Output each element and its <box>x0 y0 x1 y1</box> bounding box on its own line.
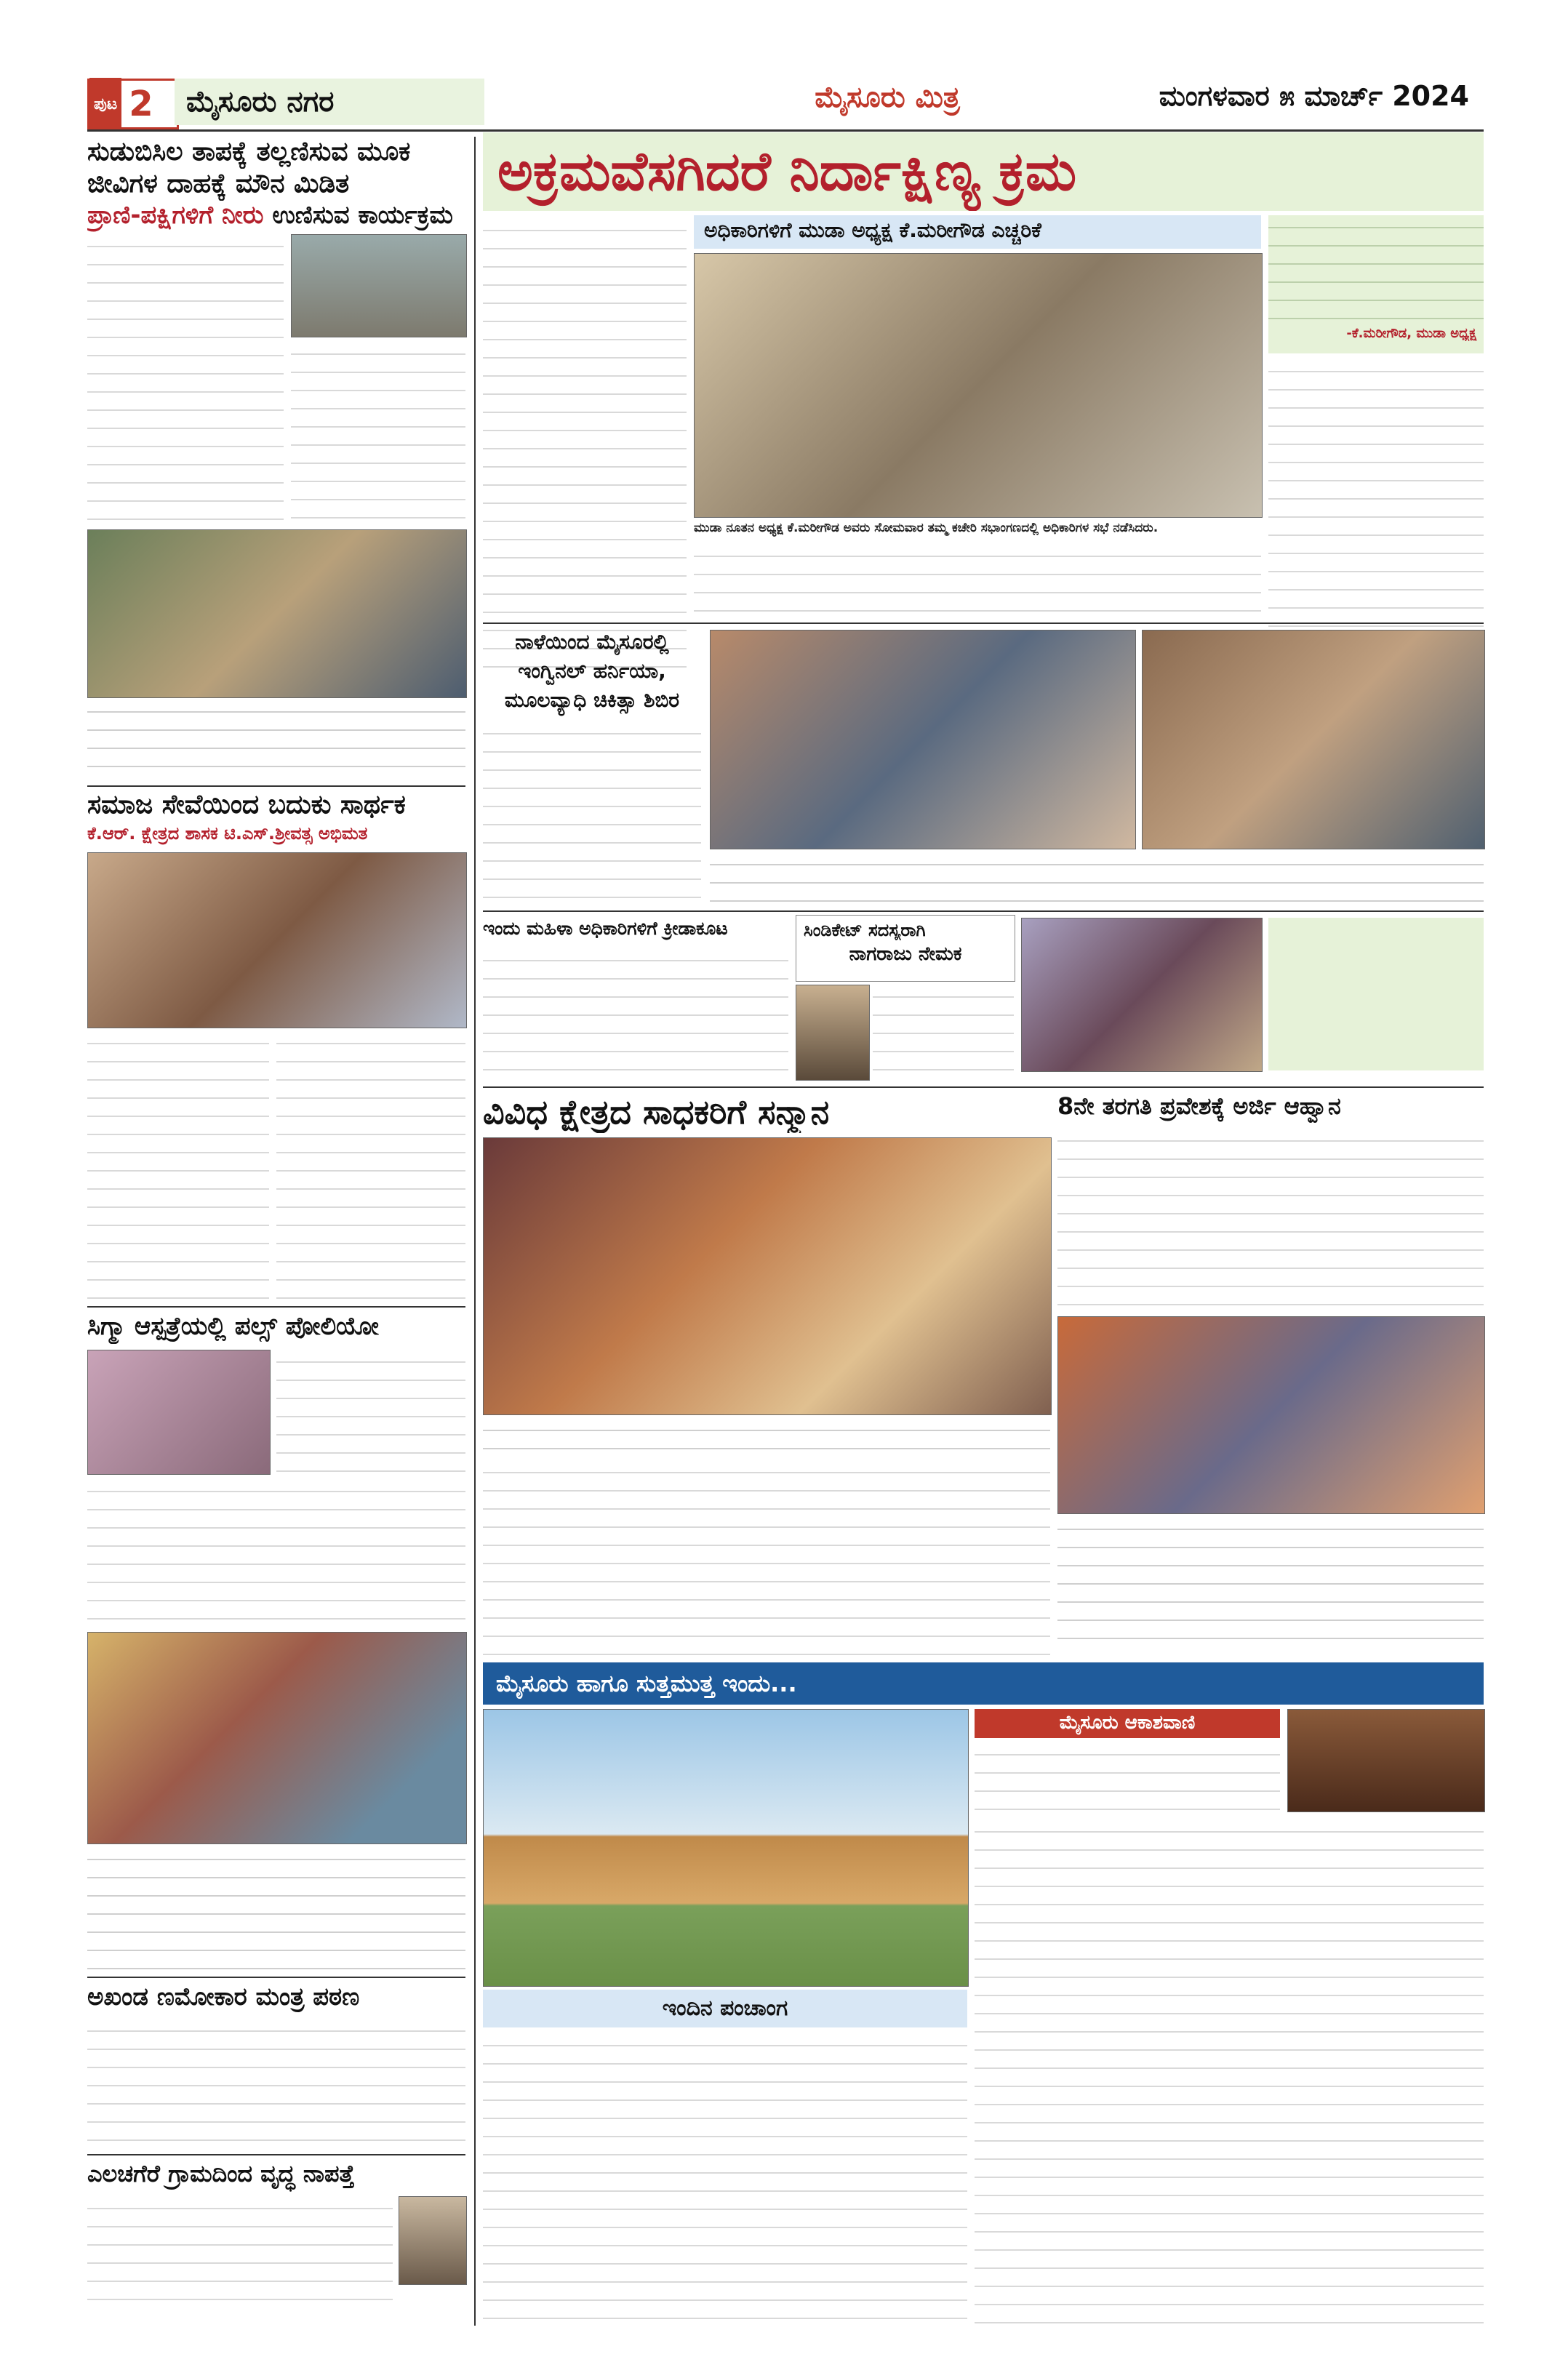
samaja-headline: ಸಮಾಜ ಸೇವೆಯಿಂದ ಬದುಕು ಸಾರ್ಥಕ <box>87 790 406 820</box>
lead-body-text <box>483 218 687 669</box>
panchanga-body-text <box>483 2033 967 2324</box>
radio-photo <box>1287 1709 1485 1812</box>
sports-headline: ಇಂದು ಮಹಿಳಾ ಅಧಿಕಾರಿಗಳಿಗೆ ಕ್ರೀಡಾಕೂಟ <box>483 918 728 939</box>
divider <box>87 1306 465 1308</box>
polio-photo <box>87 1350 271 1475</box>
sanmana-headline: ವಿವಿಧ ಕ್ಷೇತ್ರದ ಸಾಧಕರಿಗೆ ಸನ್ಮಾನ <box>483 1092 830 1132</box>
sports-body-text <box>483 948 788 1079</box>
divider <box>87 2154 465 2155</box>
lead-headline: ಅಕ್ರಮವೆಸಗಿದರೆ ನಿರ್ದಾಕ್ಷಿಣ್ಯ ಕ್ರಮ <box>497 140 1077 203</box>
polio-drops-caption <box>1268 918 1484 1070</box>
lead-body-text-3 <box>1268 359 1484 665</box>
kids-photo-caption <box>87 1847 465 1971</box>
felicitation-photo-1 <box>710 630 1136 849</box>
lead-headline-band <box>483 132 1484 211</box>
lead-meeting-photo <box>694 253 1263 518</box>
today-title: ಮೈಸೂರು ಹಾಗೂ ಸುತ್ತಮುತ್ತ ಇಂದು... <box>496 1670 797 1697</box>
birds-group-photo <box>87 529 467 698</box>
lead-subhead-band <box>694 215 1261 249</box>
radio-schedule-text <box>975 1742 1280 1815</box>
events-listing-text <box>975 1819 1484 2324</box>
lead-quote-box <box>1268 215 1484 353</box>
sanmana-caption <box>483 1418 1050 1454</box>
samaja-subhead: ಕೆ.ಆರ್. ಕ್ಷೇತ್ರದ ಶಾಸಕ ಟಿ.ಎಸ್.ಶ್ರೀವತ್ಸ ಅಭಿಮತ <box>87 823 368 844</box>
page-number: 2 <box>129 84 153 124</box>
newspaper-name: ಮೈಸೂರು ಮಿತ್ರ <box>815 80 960 114</box>
birds-headline-3c: ಉಣಿಸುವ ಕಾರ್ಯಕ್ರಮ <box>272 201 453 230</box>
sanmana-group-photo <box>483 1137 1052 1415</box>
syndicate-portrait <box>796 985 870 1081</box>
birds-photo-caption <box>87 700 465 780</box>
felicitation-photo-2 <box>1142 630 1485 849</box>
birds-headline-3 <box>87 201 465 233</box>
page-number-badge <box>87 79 179 129</box>
syndicate-headline-1: ಸಿಂಡಿಕೇಟ್ ಸದಸ್ಯರಾಗಿ <box>804 920 926 940</box>
syndicate-headline-box <box>796 915 1015 982</box>
admission-headline: 8ನೇ ತರಗತಿ ಪ್ರವೇಶಕ್ಕೆ ಅರ್ಜಿ ಆಹ್ವಾನ <box>1057 1092 1341 1120</box>
page-label: ಪುಟ <box>89 78 121 130</box>
panchanga-title: ಇಂದಿನ ಪಂಚಾಂಗ <box>662 1995 788 2021</box>
felicitation-caption <box>710 852 1484 905</box>
divider <box>87 785 465 787</box>
sanmana-body-text <box>483 1460 1050 1657</box>
lead-quote-text <box>1268 215 1484 326</box>
polio-body-text <box>276 1350 465 1473</box>
admission-body-text <box>1057 1129 1484 1309</box>
issue-date: ಮಂಗಳವಾರ ೫ ಮಾರ್ಚ್ 2024 <box>1159 80 1469 112</box>
bird-feeder-photo <box>291 234 467 337</box>
today-header-band <box>483 1662 1484 1705</box>
birds-body-text <box>87 234 284 525</box>
divider <box>87 1977 465 1978</box>
divider <box>483 622 1484 624</box>
radio-title: ಮೈಸೂರು ಆಕಾಶವಾಣಿ <box>1059 1712 1196 1734</box>
birds-headline-3a: ಪ್ರಾಣಿ- <box>87 201 141 230</box>
divider <box>483 910 1484 912</box>
hernia-headline-2: ಇಂಗ್ವಿನಲ್ ಹರ್ನಿಯಾ, <box>518 659 666 683</box>
mysore-palace-photo <box>483 1709 969 1987</box>
lead-photo-caption: ಮುಡಾ ನೂತನ ಅಧ್ಯಕ್ಷ ಕೆ.ಮರೀಗೌಡ ಅವರು ಸೋಮವಾರ ತಮ್ಮ ಕಚೇರಿ ಸಭಾಂಗಣದಲ್ಲಿ ಅಧಿಕಾರಿಗಳ ಸಭೆ ನಡೆಸಿದರು. <box>694 521 1159 535</box>
polio-headline: ಸಿಗ್ಮಾ ಆಸ್ಪತ್ರೆಯಲ್ಲಿ ಪಲ್ಸ್ ಪೋಲಿಯೋ <box>87 1312 379 1341</box>
section-title: ಮೈಸೂರು ನಗರ <box>175 79 484 125</box>
polio-body-text-2 <box>87 1479 465 1625</box>
birds-headline-1: ಸುಡುಬಿಸಿಲ ತಾಪಕ್ಕೆ ತಲ್ಲಣಿಸುವ ಮೂಕ <box>87 137 411 167</box>
mantra-body-text <box>87 2019 465 2150</box>
samaja-body-text <box>87 1031 269 1300</box>
mantra-headline: ಅಖಂಡ ಣಮೋಕಾರ ಮಂತ್ರ ಪಠಣ <box>87 1982 360 2011</box>
missing-body-text <box>87 2196 393 2313</box>
column-divider <box>474 137 476 2326</box>
birds-headline-2: ಜೀವಿಗಳ ದಾಹಕ್ಕೆ ಮೌನ ಮಿಡಿತ <box>87 169 350 199</box>
missing-headline: ಎಲಚಗೆರೆ ಗ್ರಾಮದಿಂದ ವೃದ್ಧ ನಾಪತ್ತೆ <box>87 2160 355 2187</box>
polio-drops-photo <box>1021 918 1263 1072</box>
birds-body-text-2 <box>291 342 465 525</box>
hernia-headline-3: ಮೂಲವ್ಯಾಧಿ ಚಿಕಿತ್ಸಾ ಶಿಬಿರ <box>504 688 680 712</box>
samaja-photo <box>87 852 467 1028</box>
samaja-body-text-2 <box>276 1031 465 1300</box>
panchanga-title-band <box>483 1990 967 2027</box>
birds-headline-3b: ಪಕ್ಷಿಗಳಿಗೆ ನೀರು <box>140 201 264 230</box>
divider <box>483 1086 1484 1088</box>
syndicate-headline-2: ನಾಗರಾಜು ನೇಮಕ <box>849 943 962 965</box>
convocation-caption <box>1057 1517 1484 1655</box>
convocation-photo <box>1057 1316 1485 1514</box>
lead-subhead: ಅಧಿಕಾರಿಗಳಿಗೆ ಮುಡಾ ಅಧ್ಯಕ್ಷ ಕೆ.ಮರೀಗೌಡ ಎಚ್ಚರಿಕೆ <box>704 218 1041 242</box>
syndicate-body-text <box>873 985 1014 1079</box>
missing-person-photo <box>399 2196 467 2285</box>
radio-title-band <box>975 1709 1280 1738</box>
lead-quote-byline: -ಕೆ.ಮರೀಗೌಡ, ಮುಡಾ ಅಧ್ಯಕ್ಷ <box>1346 326 1476 341</box>
hernia-body-text <box>483 721 701 903</box>
masthead-rule <box>87 129 1484 132</box>
hernia-headline-1: ನಾಳೆಯಿಂದ ಮೈಸೂರಲ್ಲಿ <box>515 630 669 654</box>
kids-event-photo <box>87 1632 467 1844</box>
lead-body-text-2 <box>694 544 1261 617</box>
